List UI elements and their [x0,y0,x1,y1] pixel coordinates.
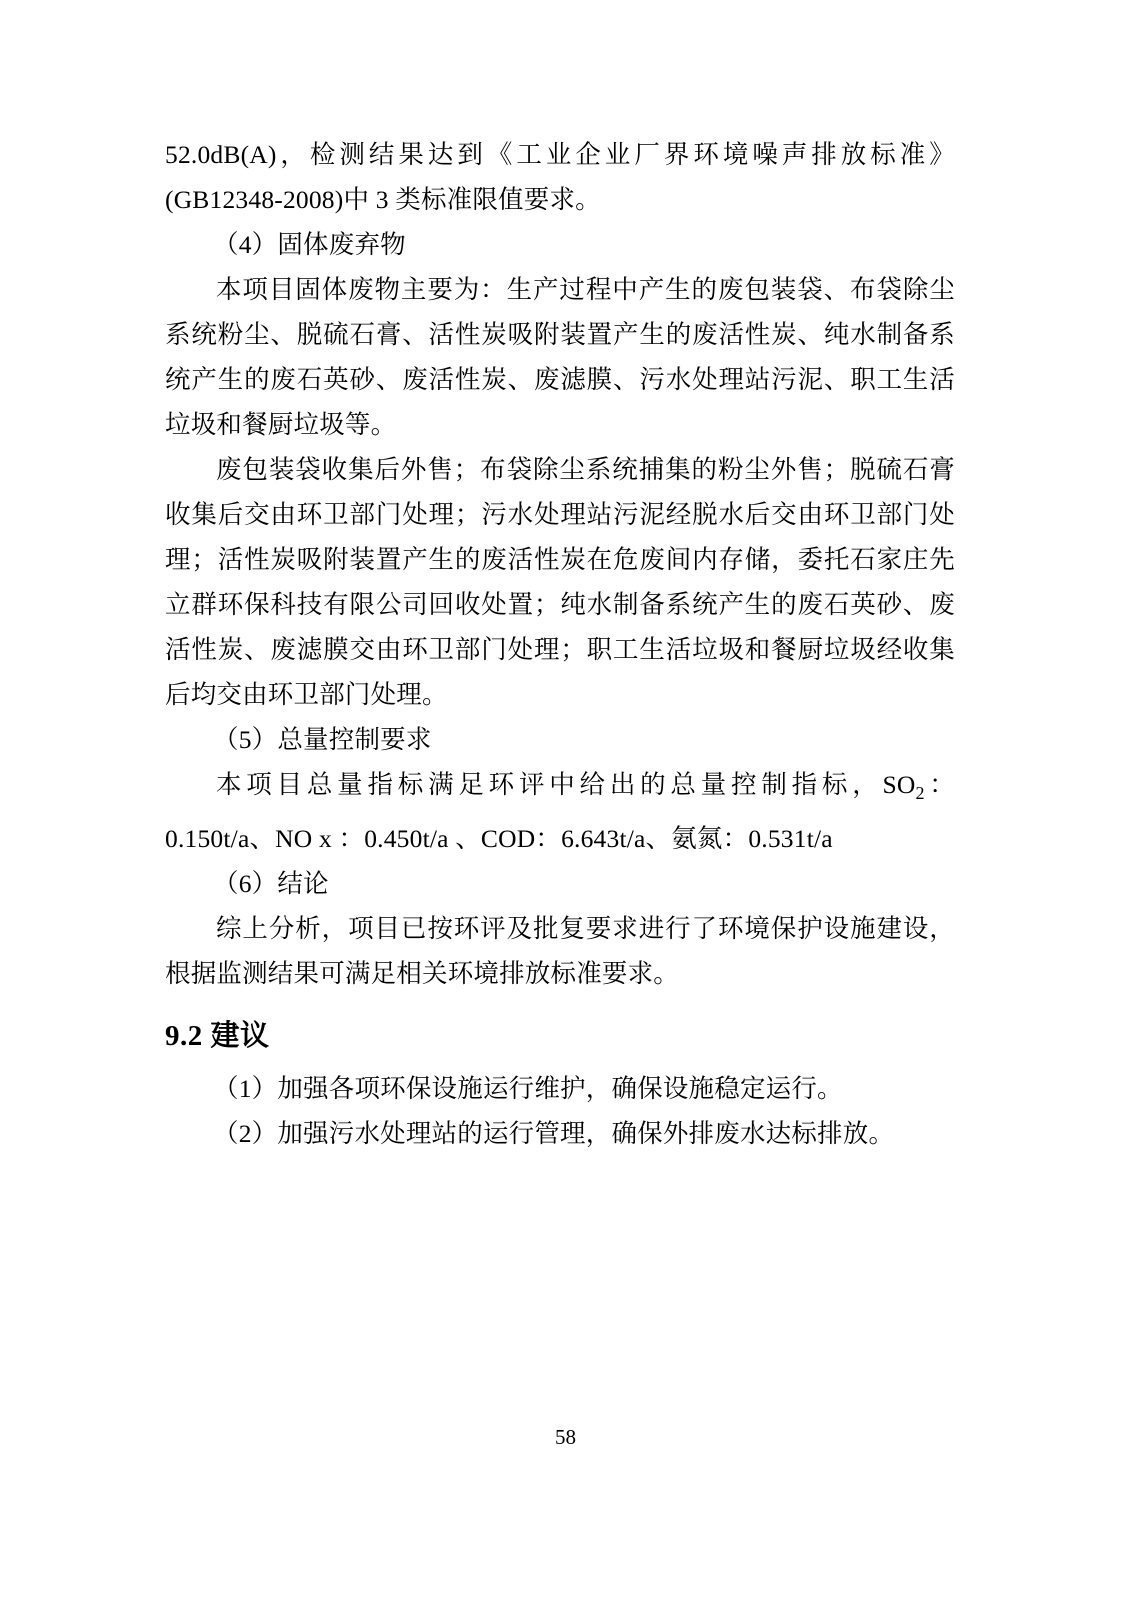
paragraph-suggestion-2: （2）加强污水处理站的运行管理，确保外排废水达标排放。 [213,1119,895,1149]
section-heading-9-2: 9.2 建议 [165,1020,270,1053]
paragraph-total-control-title: （5）总量控制要求 [213,725,432,754]
total-control-subscript: 2 [915,783,925,804]
paragraph-conclusion-body: 综上分析，项目已按环评及批复要求进行了环境保护设施建设，根据监测结果可满足相关环境排放标准要求。 [165,914,955,989]
paragraph-solid-waste-types: 本项目固体废物主要为：生产过程中产生的废包装袋、布袋除尘系统粉尘、脱硫石膏、活性炭吸附装置产生的废活性炭、纯水制备系统产生的废石英砂、废活性炭、废滤膜、污水处理站污泥、职工生活垃圾和餐厨垃圾等。 [165,275,955,439]
paragraph-conclusion-title: （6）结论 [213,869,329,899]
paragraph-total-control-values [165,762,955,861]
paragraph-noise-standard: 52.0dB(A)，检测结果达到《工业企业厂界环境噪声排放标准》(GB12348-2008)中 3 类标准限值要求。 [165,140,955,214]
paragraph-solid-waste-title: （4）固体废弃物 [213,230,406,259]
paragraph-suggestion-1: （1）加强各项环保设施运行维护，确保设施稳定运行。 [213,1074,843,1104]
page-number: 58 [555,1425,576,1449]
total-control-text-part-1: 本项目总量指标满足环评中给出的总量控制指标，SO [216,770,916,799]
paragraph-solid-waste-disposal: 废包装袋收集后外售；布袋除尘系统捕集的粉尘外售；脱硫石膏收集后交由环卫部门处理；污水处理站污泥经脱水后交由环卫部门处理；活性炭吸附装置产生的废活性炭在危废间内存储，委托石家庄先立群环保科技有限公司回收处置；纯水制备系统产生的废石英砂、废活性炭、废滤膜交由环卫部门处理；职工生活垃圾和餐厨垃圾经收集后均交由环卫部门处理。 [165,455,955,709]
total-control-text-part-2: ：0.150t/a、NO x ：0.450t/a 、COD：6.643t/a、氨氮：0.531t/a [165,770,955,854]
page-body [165,132,955,1156]
